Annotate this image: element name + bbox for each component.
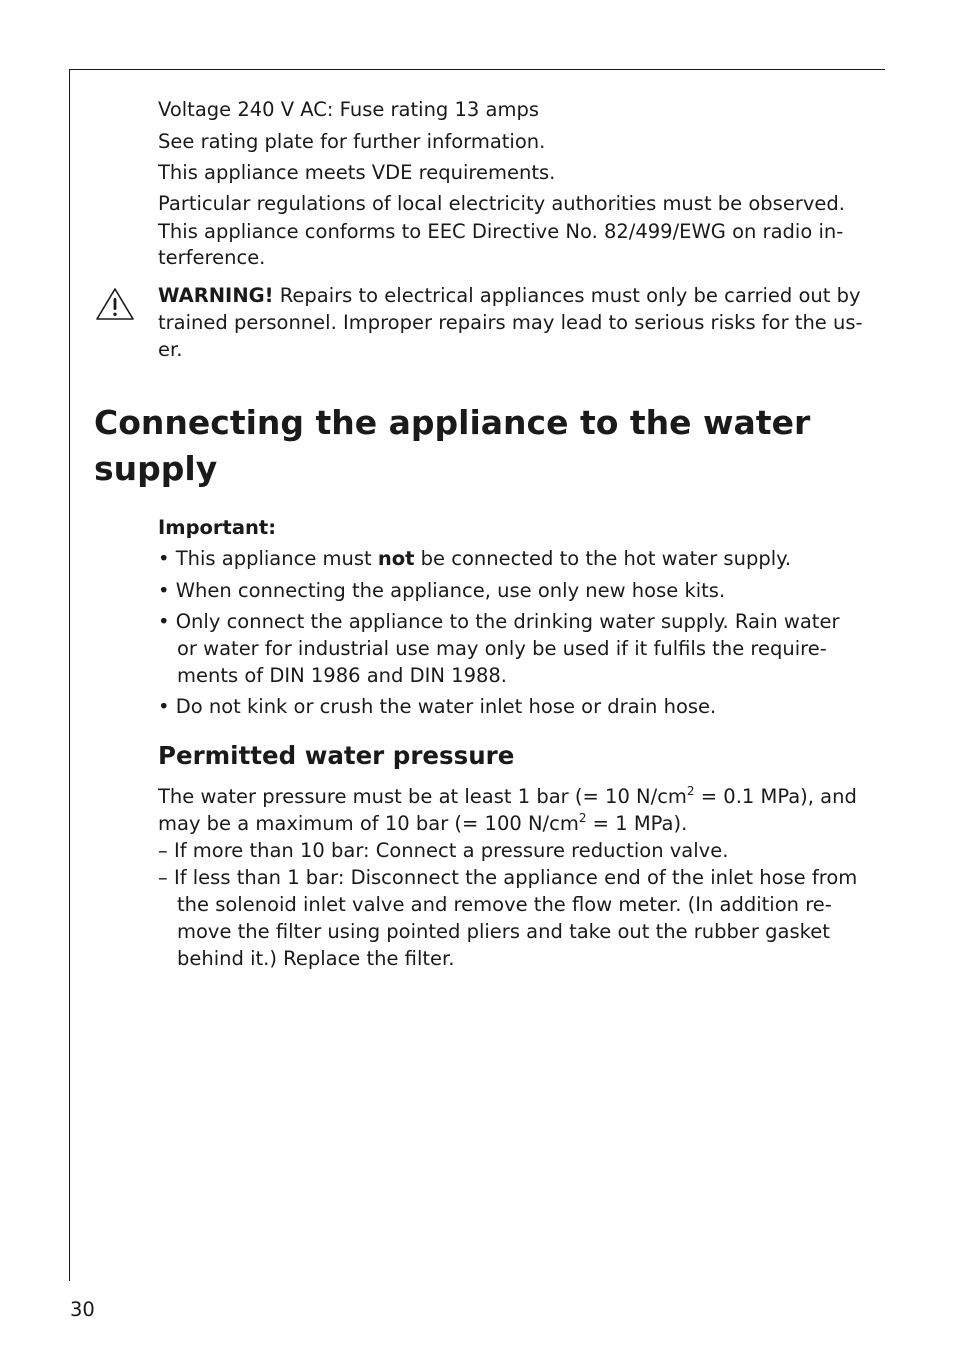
pressure-dash-2-line-1: – If less than 1 bar: Disconnect the appliance end of the inlet hose from [158,866,858,889]
warning-label: WARNING! [158,284,274,307]
important-label: Important: [158,516,277,539]
pressure-max-text: may be a maximum of 10 bar (= 100 N/cm [158,812,579,835]
warning-text: Repairs to electrical appliances must only be carried out by [273,284,861,307]
pressure-dash-1: – If more than 10 bar: Connect a pressure reduction valve. [158,839,729,862]
warning-triangle-icon [95,287,135,321]
rating-plate-line: See rating plate for further information. [158,130,546,153]
pressure-min-text-post: = 0.1 MPa), and [694,785,857,808]
pressure-text-line-1 [158,783,857,810]
page-number: 30 [70,1298,95,1321]
bullet-1-emphasis: not [377,547,415,570]
pressure-heading: Permitted water pressure [158,741,515,770]
bullet-1-text-post: be connected to the hot water supply. [414,547,792,570]
warning-line-3: er. [158,338,183,361]
frame-left-rule [69,69,70,1281]
pressure-dash-2-line-4: behind it.) Replace the filter. [177,947,455,970]
superscript: 2 [578,811,587,825]
important-bullet-3-line-2: or water for industrial use may only be used if it fulfils the require- [177,637,827,660]
warning-line-2: trained personnel. Improper repairs may lead to serious risks for the us- [158,311,863,334]
voltage-line: Voltage 240 V AC: Fuse rating 13 amps [158,98,540,121]
warning-line-1 [158,282,861,309]
pressure-dash-2-line-3: move the filter using pointed pliers and take out the rubber gasket [177,920,830,943]
eec-directive-line-2: terference. [158,246,266,269]
important-bullet-1 [158,545,791,572]
important-bullet-4: • Do not kink or crush the water inlet hose or drain hose. [158,695,717,718]
pressure-min-text: The water pressure must be at least 1 bar (= 10 N/cm [158,785,687,808]
important-bullet-3-line-3: ments of DIN 1986 and DIN 1988. [177,664,507,687]
section-title-line-1: Connecting the appliance to the water [94,403,811,442]
superscript: 2 [686,784,695,798]
eec-directive-line-1: This appliance conforms to EEC Directive No. 82/499/EWG on radio in- [158,220,844,243]
pressure-dash-2-line-2: the solenoid inlet valve and remove the flow meter. (In addition re- [177,893,832,916]
vde-line: This appliance meets VDE requirements. [158,161,556,184]
frame-top-rule [69,69,885,70]
regulations-line: Particular regulations of local electricity authorities must be observed. [158,192,845,215]
section-title-line-2: supply [94,449,218,488]
pressure-text-line-2 [158,810,687,837]
bullet-1-text-pre: • This appliance must [158,547,378,570]
important-bullet-3-line-1: • Only connect the appliance to the drinking water supply. Rain water [158,610,840,633]
important-bullet-2: • When connecting the appliance, use only new hose kits. [158,579,726,602]
pressure-max-text-post: = 1 MPa). [586,812,688,835]
